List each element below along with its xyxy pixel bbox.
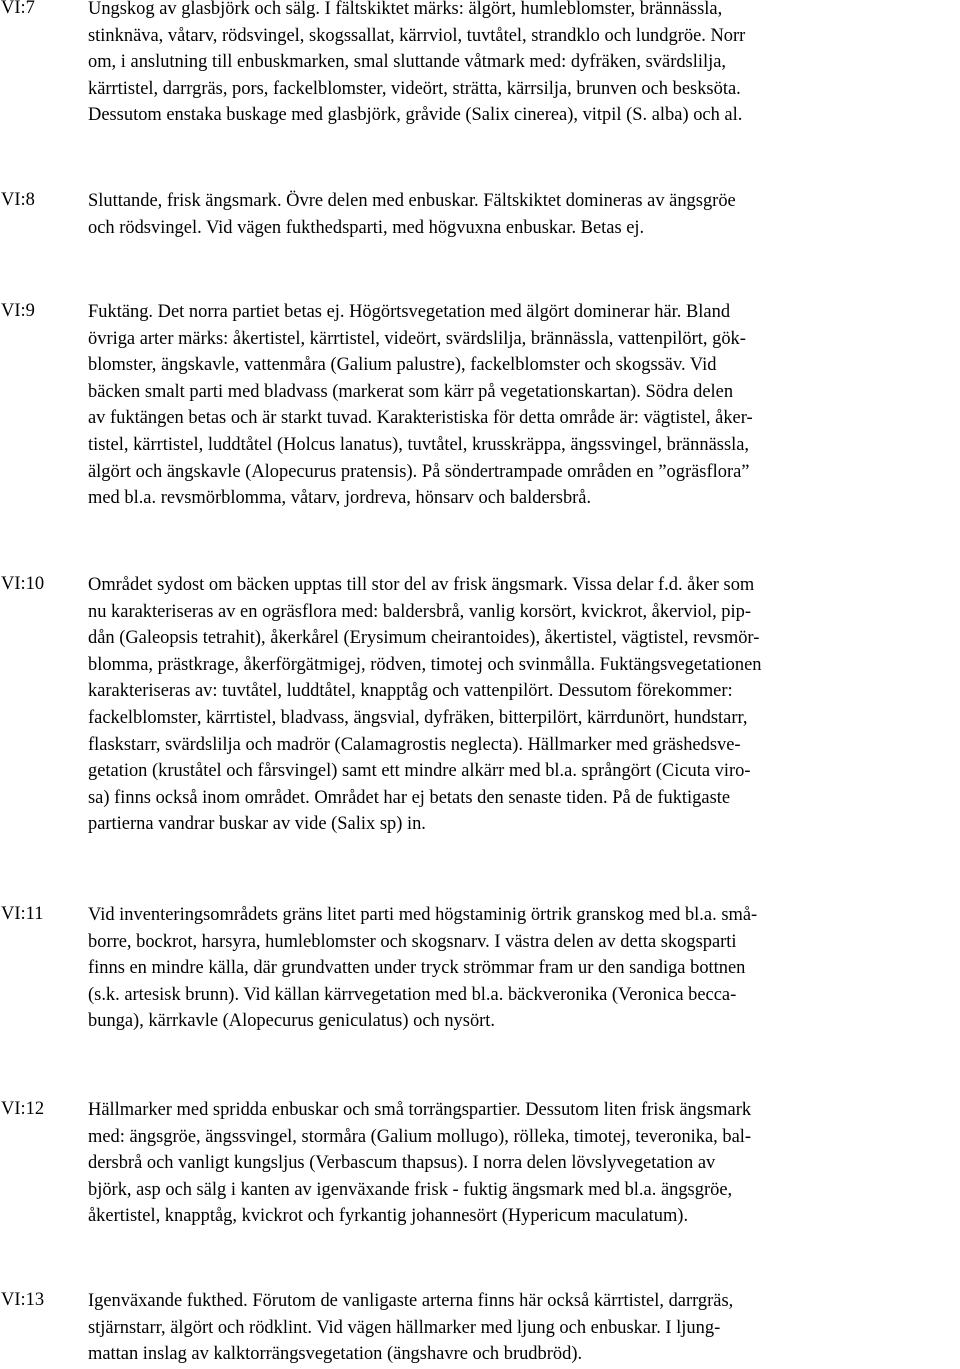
text-line: borre, bockrot, harsyra, humleblomster och skogsnarv. I västra delen av detta skogsparti bbox=[88, 930, 737, 951]
text-line: med: ängsgröe, ängssvingel, stormåra (Galium mollugo), rölleka, timotej, teveronika, bal- bbox=[88, 1125, 752, 1146]
text-line: och rödsvingel. Vid vägen fukthedsparti, med högvuxna enbuskar. Betas ej. bbox=[88, 216, 645, 237]
entry-code: VI:12 bbox=[1, 1099, 45, 1119]
text-line: stjärnstarr, älgört och rödklint. Vid vägen hällmarker med ljung och enbuskar. I ljung- bbox=[88, 1316, 721, 1337]
text-line: blomma, prästkrage, åkerförgätmigej, rödven, timotej och svinmålla. Fuktängsvegetationen bbox=[88, 653, 762, 674]
text-line: tistel, kärrtistel, luddtåtel (Holcus lanatus), tuvtåtel, krusskräppa, ängssvingel, brännässla, bbox=[88, 433, 750, 454]
text-line: Sluttande, frisk ängsmark. Övre delen med enbuskar. Fältskiktet domineras av ängsgröe bbox=[88, 190, 736, 210]
entry-code: VI:9 bbox=[1, 301, 35, 321]
text-line: fackelblomster, kärrtistel, bladvass, ängsvial, dyfräken, bitterpilört, kärrdunört, hundstarr, bbox=[88, 706, 748, 727]
text-line: nu karakteriseras av en ogräsflora med: baldersbrå, vanlig korsört, kvickrot, åkerviol, pip- bbox=[88, 600, 752, 621]
text-line: finns en mindre källa, där grundvatten under tryck strömmar fram ur den sandiga bottnen bbox=[88, 957, 746, 978]
text-line: karakteriseras av: tuvtåtel, luddtåtel, knapptåg och vattenpilört. Dessutom förekommer: bbox=[88, 680, 733, 701]
entry-text bbox=[88, 571, 960, 837]
entry-text bbox=[88, 1287, 960, 1367]
text-line: bäcken smalt parti med bladvass (markerat som kärr på vegetationskartan). Södra delen bbox=[88, 380, 734, 401]
text-line: sa) finns också inom området. Området har ej betats den senaste tiden. På de fuktigaste bbox=[88, 786, 731, 807]
text-line: dersbrå och vanligt kungsljus (Verbascum thapsus). I norra delen lövslyvegetation av bbox=[88, 1152, 716, 1173]
entry-text bbox=[88, 298, 960, 511]
entry-code: VI:7 bbox=[1, 0, 35, 18]
text-line: (s.k. artesisk brunn). Vid källan kärrvegetation med bl.a. bäckveronika (Veronica becca- bbox=[88, 983, 737, 1004]
text-line: björk, asp och sälg i kanten av igenväxande frisk - fuktig ängsmark med bl.a. ängsgröe, bbox=[88, 1178, 733, 1199]
entry-text bbox=[88, 0, 960, 128]
text-line: getation (kruståtel och fårsvingel) samt ett mindre alkärr med bl.a. språngört (Cicuta viro- bbox=[88, 760, 751, 781]
text-line: med bl.a. revsmörblomma, våtarv, jordreva, hönsarv och baldersbrå. bbox=[88, 487, 592, 508]
text-line: mattan inslag av kalktorrängsvegetation (ängshavre och brudbröd). bbox=[88, 1343, 583, 1364]
text-line: stinknäva, våtarv, rödsvingel, skogssallat, kärrviol, tuvtåtel, strandklo och lundgröe. Norr bbox=[88, 24, 746, 45]
text-line: blomster, ängskavle, vattenmåra (Galium palustre), fackelblomster och skogssäv. Vid bbox=[88, 354, 717, 375]
text-line: Dessutom enstaka buskage med glasbjörk, gråvide (Salix cinerea), vitpil (S. alba) och al. bbox=[88, 104, 743, 125]
text-line: av fuktängen betas och är starkt tuvad. Karakteristiska för detta område är: vägtistel, åker- bbox=[88, 407, 753, 428]
entry-code: VI:13 bbox=[1, 1290, 45, 1310]
text-line: övriga arter märks: åkertistel, kärrtistel, videört, svärdslilja, brännässla, vattenpilört, gök- bbox=[88, 327, 746, 348]
text-line: om, i anslutning till enbuskmarken, smal sluttande våtmark med: dyfräken, svärdslilja, bbox=[88, 51, 727, 72]
text-line: Igenväxande fukthed. Förutom de vanligaste arterna finns här också kärrtistel, darrgräs, bbox=[88, 1290, 734, 1310]
text-line: dån (Galeopsis tetrahit), åkerkårel (Erysimum cheirantoides), åkertistel, vägtistel, revsmör- bbox=[88, 627, 760, 648]
text-line: Vid inventeringsområdets gräns litet parti med högstaminig örtrik granskog med bl.a. små- bbox=[88, 904, 758, 924]
entry-text bbox=[88, 187, 960, 240]
text-line: flaskstarr, svärdslilja och madrör (Calamagrostis neglecta). Hällmarker med gräshedsve- bbox=[88, 733, 741, 754]
text-line: åkertistel, knapptåg, kvickrot och fyrkantig johannesört (Hypericum maculatum). bbox=[88, 1205, 689, 1226]
entry-text bbox=[88, 901, 960, 1034]
text-line: Hällmarker med spridda enbuskar och små torrängspartier. Dessutom liten frisk ängsmark bbox=[88, 1099, 752, 1119]
text-line: älgört och ängskavle (Alopecurus pratensis). På söndertrampade områden en ”ogräsflora” bbox=[88, 460, 750, 481]
text-line: bunga), kärrkavle (Alopecurus geniculatus) och nysört. bbox=[88, 1010, 496, 1031]
text-line: Området sydost om bäcken upptas till stor del av frisk ängsmark. Vissa delar f.d. åker som bbox=[88, 574, 755, 594]
text-line: kärrtistel, darrgräs, pors, fackelblomster, videört, strätta, kärrsilja, brunven och besksöta. bbox=[88, 77, 741, 98]
entry-code: VI:11 bbox=[1, 904, 44, 924]
text-line: partierna vandrar buskar av vide (Salix sp) in. bbox=[88, 813, 426, 834]
entry-code: VI:8 bbox=[1, 190, 35, 210]
entry-code: VI:10 bbox=[1, 574, 45, 594]
text-line: Ungskog av glasbjörk och sälg. I fältskiktet märks: älgört, humleblomster, brännässla, bbox=[88, 0, 723, 18]
text-line: Fuktäng. Det norra partiet betas ej. Högörtsvegetation med älgört dominerar här. Bland bbox=[88, 301, 731, 321]
entry-text bbox=[88, 1096, 960, 1229]
